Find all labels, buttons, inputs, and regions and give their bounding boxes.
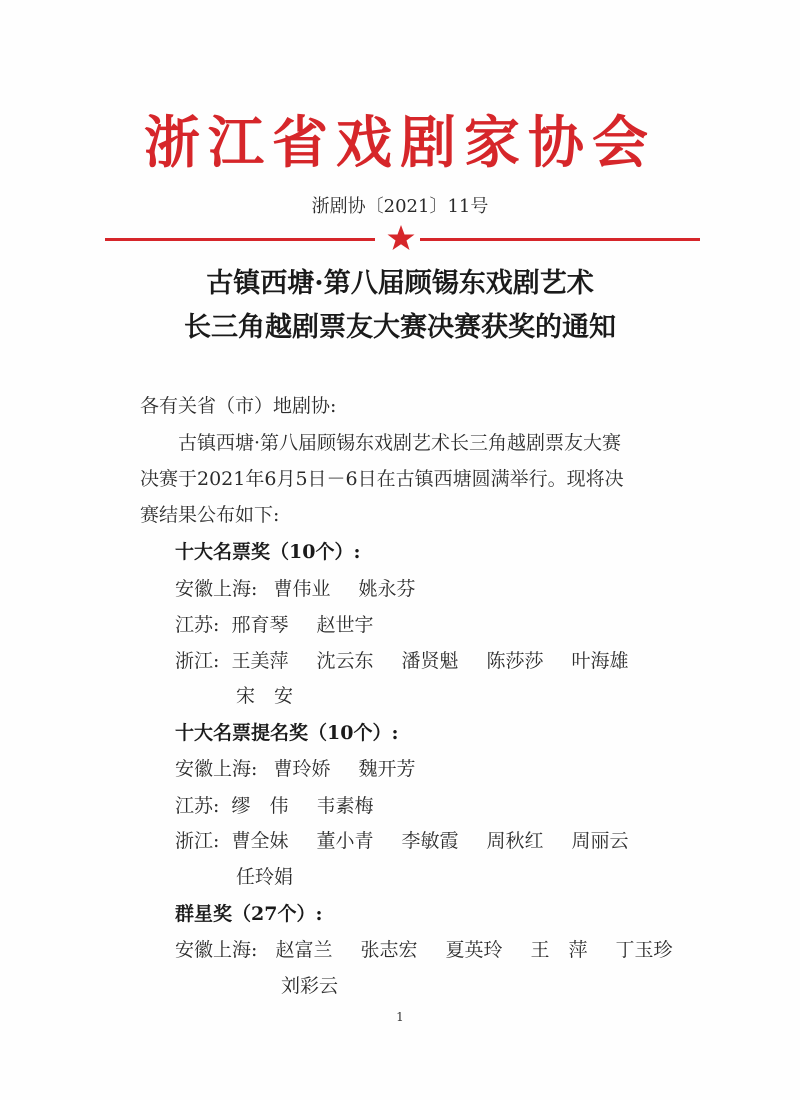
awardee-name: 叶海雄 bbox=[571, 650, 629, 672]
body-paragraph-line-3: 赛结果公布如下: bbox=[140, 504, 280, 526]
notice-title-line-2: 长三角越剧票友大赛决赛获奖的通知 bbox=[184, 312, 616, 343]
awardee-name: 姚永芬 bbox=[358, 578, 416, 600]
region-label: 浙江: bbox=[175, 830, 220, 852]
stars-anhui-shanghai-row-2 bbox=[281, 973, 366, 999]
body-paragraph-line-1: 古镇西塘·第八届顾锡东戏剧艺术长三角越剧票友大赛 bbox=[178, 432, 622, 454]
awardee-name: 曹玲娇 bbox=[273, 758, 331, 780]
awardee-name: 王 萍 bbox=[530, 939, 588, 961]
top-ten-heading: 十大名票奖（10个）: bbox=[175, 541, 361, 563]
awardee-name: 沈云东 bbox=[316, 650, 374, 672]
awardee-name: 赵富兰 bbox=[275, 939, 333, 961]
awardee-name: 韦素梅 bbox=[316, 795, 374, 817]
red-divider-left bbox=[105, 238, 375, 241]
notice-title-line-1: 古镇西塘·第八届顾锡东戏剧艺术 bbox=[206, 268, 594, 299]
awardee-name: 周丽云 bbox=[571, 830, 629, 852]
awardee-name: 夏英玲 bbox=[445, 939, 503, 961]
awardee-name: 魏开芳 bbox=[358, 758, 416, 780]
nominee-zhejiang-row-2 bbox=[236, 864, 321, 890]
top-ten-anhui-shanghai-row bbox=[175, 576, 443, 602]
awardee-name: 宋 安 bbox=[236, 685, 294, 707]
region-label: 安徽上海: bbox=[175, 758, 258, 780]
red-star-icon bbox=[386, 223, 416, 253]
awardee-name: 陈莎莎 bbox=[486, 650, 544, 672]
region-label: 江苏: bbox=[175, 614, 220, 636]
awardee-name: 李敏霞 bbox=[401, 830, 459, 852]
awardee-name: 缪 伟 bbox=[231, 795, 289, 817]
awardee-name: 张志宏 bbox=[360, 939, 418, 961]
nominee-heading: 十大名票提名奖（10个）: bbox=[175, 722, 399, 744]
stars-heading: 群星奖（27个）: bbox=[175, 903, 323, 925]
region-label: 安徽上海: bbox=[175, 578, 258, 600]
awardee-name: 丁玉珍 bbox=[615, 939, 673, 961]
awardee-name: 曹伟业 bbox=[273, 578, 331, 600]
document-number: 浙剧协〔2021〕11号 bbox=[311, 196, 489, 217]
org-title: 浙江省戏剧家协会 bbox=[144, 110, 656, 176]
stars-anhui-shanghai-row bbox=[175, 937, 701, 963]
region-label: 江苏: bbox=[175, 795, 220, 817]
nominee-zhejiang-row bbox=[175, 828, 657, 854]
awardee-name: 董小青 bbox=[316, 830, 374, 852]
salutation: 各有关省（市）地剧协: bbox=[140, 395, 337, 417]
awardee-name: 任玲娟 bbox=[236, 866, 294, 888]
top-ten-jiangsu-row bbox=[175, 612, 401, 638]
nominee-anhui-shanghai-row bbox=[175, 756, 443, 782]
top-ten-zhejiang-row bbox=[175, 648, 657, 674]
awardee-name: 周秋红 bbox=[486, 830, 544, 852]
awardee-name: 刘彩云 bbox=[281, 975, 339, 997]
body-paragraph-line-2: 决赛于2021年6月5日－6日在古镇西塘圆满举行。现将决 bbox=[140, 468, 624, 490]
top-ten-zhejiang-row-2 bbox=[236, 683, 321, 709]
awardee-name: 王美萍 bbox=[231, 650, 289, 672]
awardee-name: 潘贤魁 bbox=[401, 650, 459, 672]
page-number: 1 bbox=[396, 1010, 404, 1024]
region-label: 浙江: bbox=[175, 650, 220, 672]
region-label: 安徽上海: bbox=[175, 939, 258, 961]
awardee-name: 赵世宇 bbox=[316, 614, 374, 636]
awardee-name: 邢育琴 bbox=[231, 614, 289, 636]
red-divider-right bbox=[420, 238, 700, 241]
nominee-jiangsu-row bbox=[175, 793, 401, 819]
awardee-name: 曹全妹 bbox=[231, 830, 289, 852]
